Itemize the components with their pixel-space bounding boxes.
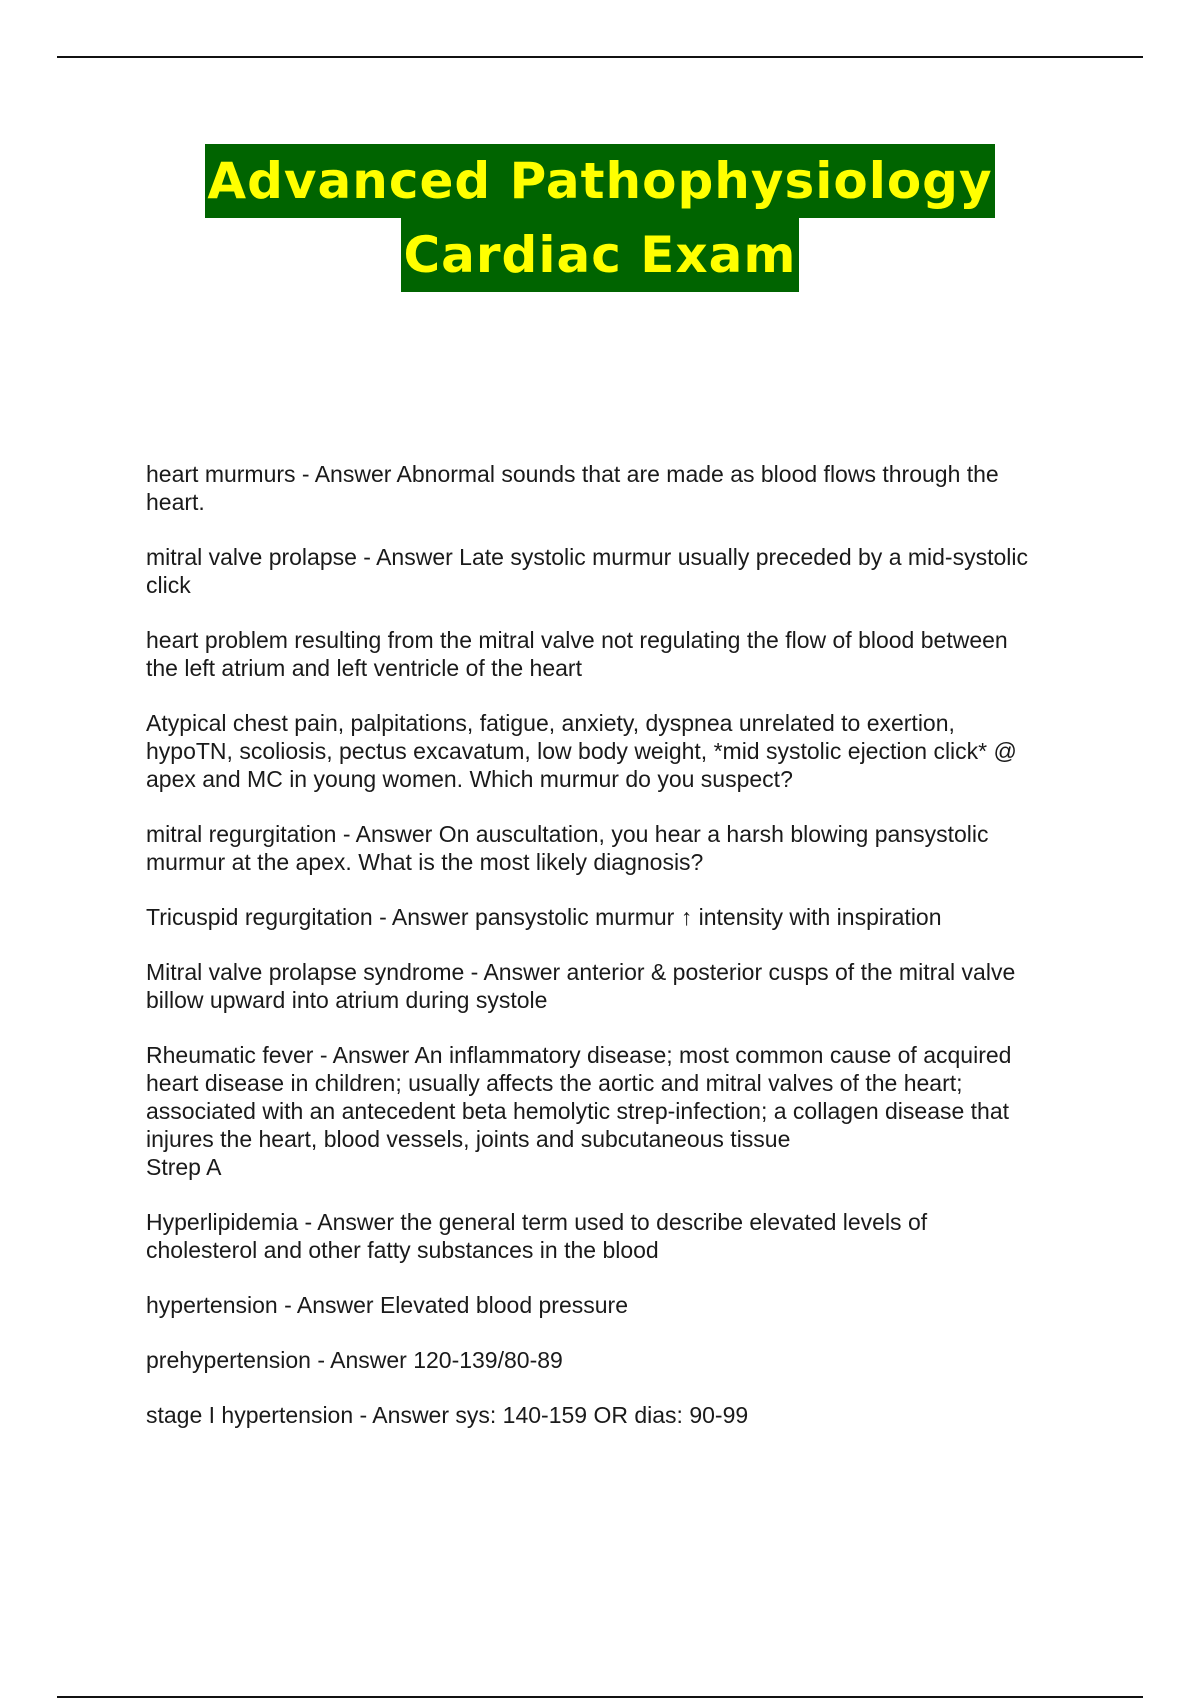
- qa-entry-mitral-valve-prolapse-syndrome: Mitral valve prolapse syndrome - Answer anterior & posterior cusps of the mitral valve billow upward into atrium during systole: [146, 959, 1016, 1013]
- qa-entry-heart-problem: heart problem resulting from the mitral valve not regulating the flow of blood between the left atrium and left ventricle of the heart: [146, 627, 1008, 681]
- top-rule: [57, 56, 1143, 58]
- qa-entry-atypical-chest-pain: Atypical chest pain, palpitations, fatigue, anxiety, dyspnea unrelated to exertion, hypoTN, scoliosis, pectus excavatum, low body weight, *mid systolic ejection click* @ apex and MC in young women. Which murmur do you suspect?: [146, 710, 1017, 792]
- title-line-1: Advanced Pathophysiology: [205, 144, 994, 218]
- qa-entry-hyperlipidemia: Hyperlipidemia - Answer the general term used to describe elevated levels of cholesterol and other fatty substances in the blood: [146, 1209, 928, 1263]
- title-line-2: Cardiac Exam: [401, 218, 798, 292]
- qa-entry-prehypertension: prehypertension - Answer 120-139/80-89: [146, 1347, 563, 1373]
- qa-entry-rheumatic-fever: Rheumatic fever - Answer An inflammatory disease; most common cause of acquired heart disease in children; usually affects the aortic and mitral valves of the heart; associated with an antecedent beta hemolytic strep-infection; a collagen disease that injures the heart, blood vessels, joints and subcutaneous tissue Strep A: [146, 1042, 1012, 1180]
- qa-list: [146, 460, 1086, 1456]
- qa-entry-stage-i-hypertension: stage I hypertension - Answer sys: 140-159 OR dias: 90-99: [146, 1402, 749, 1428]
- qa-entry-mitral-regurgitation: mitral regurgitation - Answer On auscultation, you hear a harsh blowing pansystolic murmur at the apex. What is the most likely diagnosis?: [146, 821, 989, 875]
- qa-entry-hypertension: hypertension - Answer Elevated blood pressure: [146, 1292, 629, 1318]
- bottom-rule: [57, 1696, 1143, 1698]
- qa-entry-tricuspid-regurgitation: Tricuspid regurgitation - Answer pansystolic murmur ↑ intensity with inspiration: [146, 904, 942, 930]
- qa-entry-mitral-valve-prolapse: mitral valve prolapse - Answer Late systolic murmur usually preceded by a mid-systolic click: [146, 544, 1028, 598]
- document-title: [0, 144, 1200, 292]
- qa-entry-heart-murmurs: heart murmurs - Answer Abnormal sounds that are made as blood flows through the heart.: [146, 461, 999, 515]
